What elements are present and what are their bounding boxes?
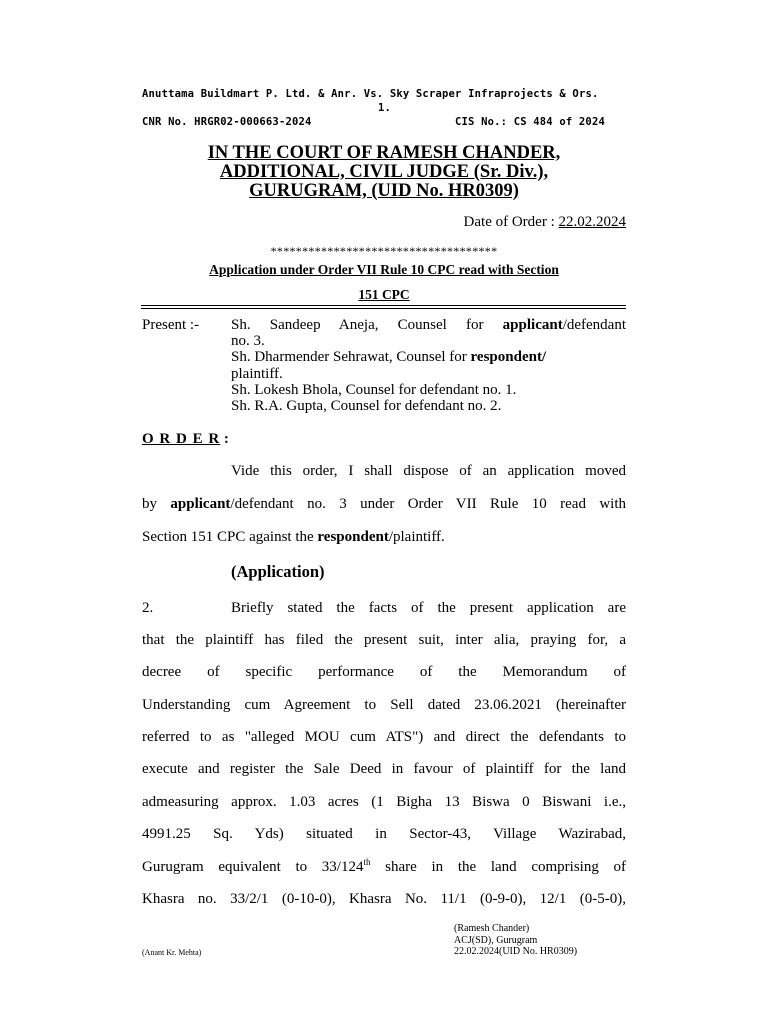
application-title-line2: 151 CPC (358, 287, 410, 302)
section-heading: (Application) (231, 562, 325, 581)
application-title-line1: Application under Order VII Rule 10 CPC read with Section (209, 262, 559, 277)
judge-name: (Ramesh Chander) (454, 923, 530, 934)
order-date-value: 22.02.2024 (558, 214, 626, 230)
court-title-line2: ADDITIONAL, CIVIL JUDGE (Sr. Div.), (219, 162, 549, 182)
judge-designation: ACJ(SD), Gurugram (454, 935, 538, 946)
court-title-line1: IN THE COURT OF RAMESH CHANDER, (207, 143, 561, 163)
present-line-4: plaintiff. (231, 365, 283, 382)
present-list (231, 317, 626, 414)
para2-line10: Khasra no. 33/2/1 (0-10-0), Khasra No. 11/1 (0-9-0), 12/1 (0-5-0), (142, 891, 626, 907)
present-line-6: Sh. R.A. Gupta, Counsel for defendant no. 2. (231, 398, 502, 415)
cis-number: CIS No.: CS 484 of 2024 (455, 116, 605, 128)
para2-line8: 4991.25 Sq. Yds) situated in Sector-43, Village Wazirabad, (142, 826, 626, 842)
judge-date-uid: 22.02.2024(UID No. HR0309) (454, 946, 578, 957)
double-rule-top (141, 305, 626, 306)
para2-line7: admeasuring approx. 1.03 acres (1 Bigha 13 Biswa 0 Biswani i.e., (142, 794, 626, 810)
para2-line2: that the plaintiff has filed the present suit, inter alia, praying for, a (142, 632, 626, 648)
stenographer-name: (Anant Kr. Mehta) (142, 948, 202, 957)
present-line-1: Sh. Sandeep Aneja, Counsel for applicant/defendant (231, 317, 626, 333)
cnr-number: CNR No. HRGR02-000663-2024 (142, 116, 312, 128)
page-number: 1. (378, 102, 392, 114)
para1-line2: by applicant/defendant no. 3 under Order VII Rule 10 read with (142, 496, 627, 512)
para2-line6: execute and register the Sale Deed in favour of plaintiff for the land (142, 761, 626, 777)
separator-stars: ************************************ (270, 244, 498, 258)
para1-line3: Section 151 CPC against the respondent/plaintiff. (142, 529, 445, 545)
para1-line1: Vide this order, I shall dispose of an application moved (231, 463, 626, 479)
present-line-2: no. 3. (231, 333, 265, 350)
court-title-line3: GURUGRAM, (UID No. HR0309) (249, 181, 519, 201)
para2-line5: referred to as "alleged MOU cum ATS") and direct the defendants to (142, 729, 626, 745)
para2-line9: Gurugram equivalent to 33/124th share in the land comprising of (142, 857, 626, 875)
para2-line1: Briefly stated the facts of the present application are (231, 600, 626, 616)
order-date (464, 214, 626, 231)
double-rule-bottom (141, 308, 626, 309)
para2-line4: Understanding cum Agreement to Sell dated 23.06.2021 (hereinafter (142, 697, 626, 713)
present-label: Present :- (142, 317, 200, 333)
para2-number: 2. (142, 600, 154, 616)
para2-line3: decree of specific performance of the Memorandum of (142, 664, 626, 680)
order-date-label: Date of Order : (463, 214, 555, 230)
present-line-3: Sh. Dharmender Sehrawat, Counsel for respondent/ (231, 349, 547, 366)
present-line-5: Sh. Lokesh Bhola, Counsel for defendant no. 1. (231, 381, 517, 398)
case-title: Anuttama Buildmart P. Ltd. & Anr. Vs. Sky Scraper Infraprojects & Ors. (142, 88, 599, 100)
order-heading: O R D E R : (142, 431, 229, 447)
